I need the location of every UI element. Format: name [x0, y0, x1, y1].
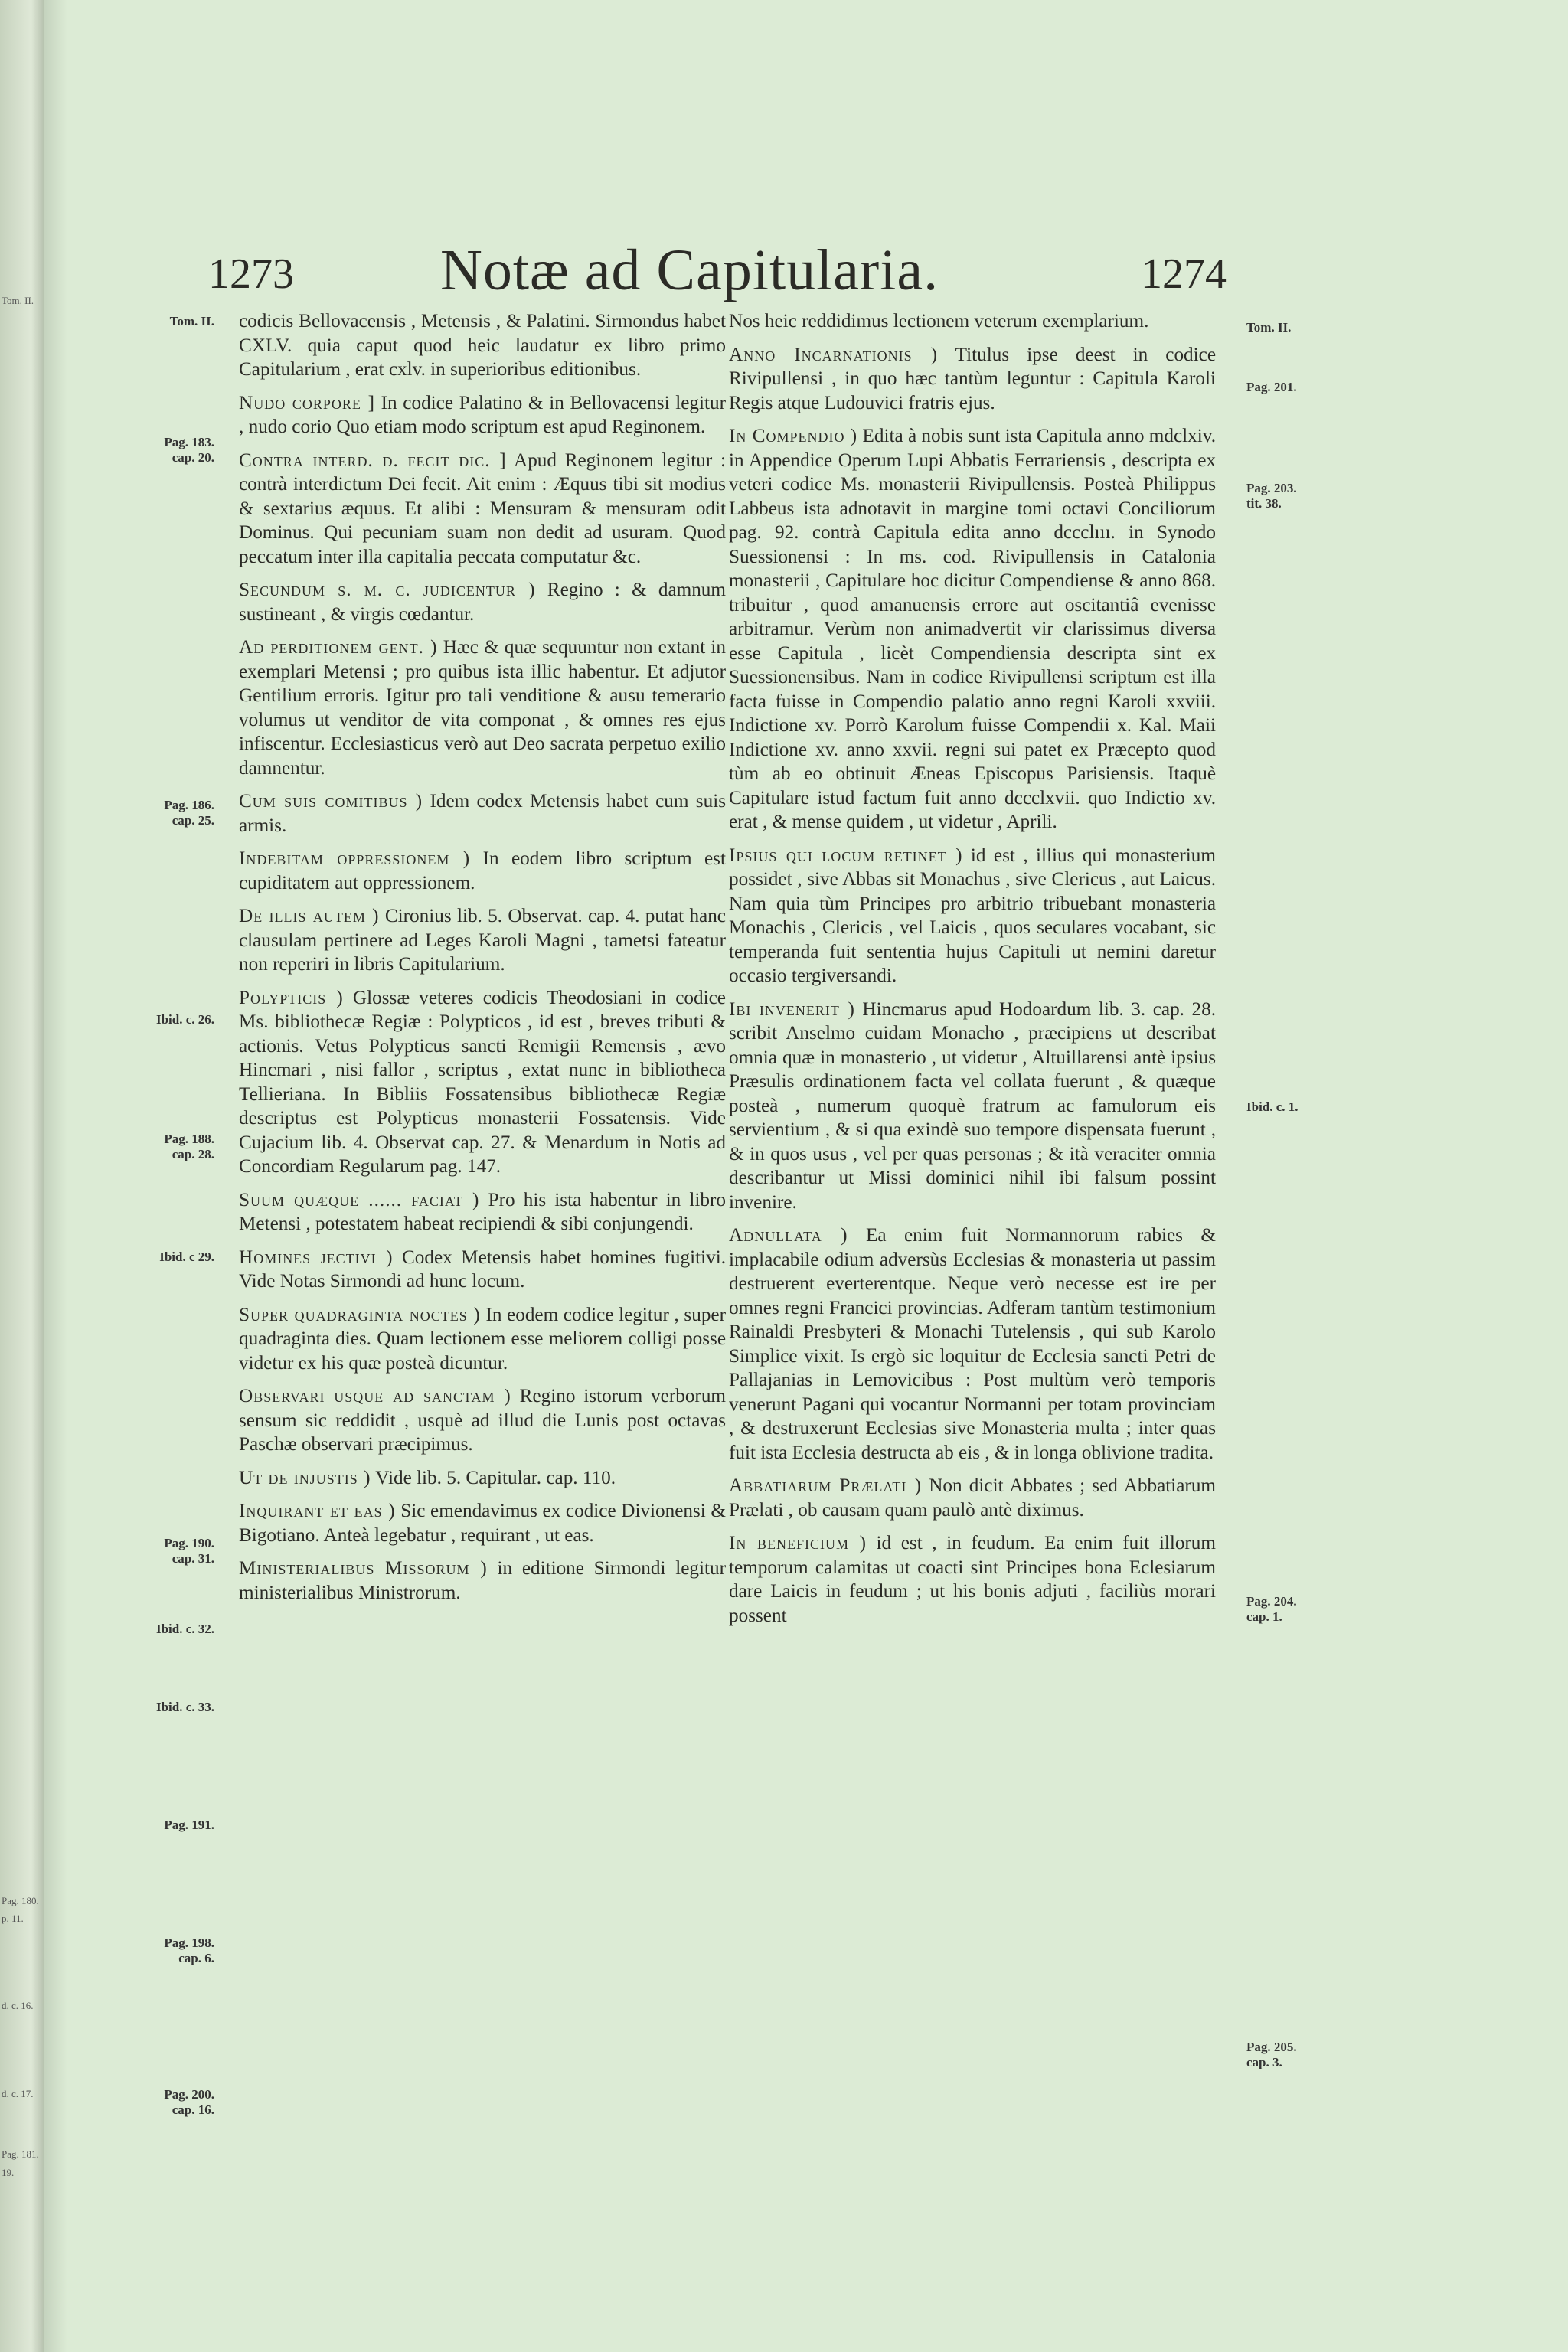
note-text: id est , illius qui monasterium possidet , sive Abbas sit Monachus , sive Clericus , aut Laicus. Nam quia tùm Principes pro arbitrio tribuebant monasteria Monachis , Clericis , vel Laicis , quos seculares vocabant, sic temperanda fuit sententia hujus Capituli ut nemini daretur occasio tergiversandi. — [729, 844, 1216, 986]
note-text: Apud Reginonem legitur : contrà interdictum Dei fecit. Ait enim : Æquus tibi sit modius & sextarius æquus. Et alibi : Mensuram & mensuram odit Dominus. Qui pecuniam suam non dedit ad usuram. Quod peccatum inter illa capitalia peccata computatur &c. — [239, 449, 726, 567]
note-text: Sic emendavimus ex codice Divionensi & Bigotiano. Anteà legebatur , requirant , ut eas. — [239, 1501, 726, 1546]
note-text: id est , in feudum. Ea enim fuit illorum temporum calamitas ut coacti sint Principes bona Eclesiarum dare Laicis in feudum ; ut his bonis adjuti , faciliùs morari possent — [729, 1533, 1216, 1626]
margin-reference: Ibid. c. 26. — [155, 1012, 214, 1027]
note-paragraph — [729, 1223, 1216, 1465]
note-paragraph — [729, 1531, 1216, 1628]
note-paragraph — [239, 1384, 726, 1457]
note-lemma: Indebitam oppressionem ) — [239, 848, 471, 869]
page-title: Notæ ad Capitularia. — [440, 238, 939, 302]
note-lemma: Cum suis comitibus ) — [239, 791, 423, 812]
note-text: Glossæ veteres codicis Theodosiani in codice Ms. bibliothecæ Regiæ : Polypticos , id est , breves tributi & actionis. Vetus Polypticus sancti Remigii Remensis , ævo Hincmari , nisi fallor , scriptus , extat nunc in bibliotheca Tellieriana. In Bibliis Fossatensibus bibliothecæ Regiæ descriptus est Polypticus monasterii Fossatensis. Vide Cujacium lib. 4. Observat cap. 27. & Menardum in Notis ad Concordiam Regularum pag. 147. — [239, 987, 726, 1177]
note-paragraph — [239, 986, 726, 1179]
gutter-mark: Pag. 181. — [2, 2148, 39, 2160]
note-paragraph — [239, 847, 726, 895]
note-lemma: Ipsius qui locum retinet ) — [729, 844, 963, 866]
margin-reference: Ibid. c. 33. — [155, 1700, 214, 1714]
gutter-mark: p. 11. — [2, 1913, 24, 1924]
note-lemma: Adnullata ) — [729, 1225, 848, 1246]
note-paragraph — [239, 789, 726, 838]
note-paragraph — [239, 1557, 726, 1605]
gutter-shadow — [44, 0, 67, 2352]
margin-reference: Pag. 191. — [164, 1818, 214, 1832]
note-lemma: Suum quæque ...... faciat ) — [239, 1189, 480, 1210]
margin-reference: Pag. 201. — [1246, 380, 1297, 394]
note-lemma: Super quadraginta noctes ) — [239, 1304, 481, 1325]
note-paragraph — [729, 998, 1216, 1215]
note-paragraph — [239, 1466, 726, 1491]
note-text: Cironius lib. 5. Observat. cap. 4. putat hanc clausulam pertinere ad Leges Karoli Magni , tametsi fateatur non reperiri in libris Capitularium. — [239, 906, 726, 975]
margin-reference: Pag. 188. cap. 28. — [164, 1132, 214, 1161]
margin-reference: Pag. 190. cap. 31. — [164, 1536, 214, 1566]
note-lemma: Inquirant et eas ) — [239, 1501, 396, 1521]
margin-reference: Pag. 204. cap. 1. — [1246, 1594, 1297, 1624]
note-lemma: Anno Incarnationis ) — [729, 344, 939, 365]
note-lemma: Secundum s. m. c. judicentur ) — [239, 580, 536, 600]
margin-reference: Pag. 200. cap. 16. — [164, 2087, 214, 2117]
note-text: In eodem codice legitur , super quadraginta dies. Quam lectionem esse meliorem colligi posse videtur ex his quæ posteà dicuntur. — [239, 1304, 726, 1374]
gutter-mark: d. c. 16. — [2, 2000, 34, 2011]
note-text: In codice Palatino & in Bellovacensi legitur , nudo corio Quo etiam modo scriptum est apud Reginonem. — [239, 392, 726, 437]
note-paragraph — [239, 1303, 726, 1376]
gutter-mark: 19. — [2, 2167, 15, 2178]
note-lemma: Polypticis ) — [239, 987, 344, 1008]
note-paragraph — [239, 635, 726, 780]
note-lemma: Homines jectivi ) — [239, 1246, 394, 1268]
note-text: Pro his ista habentur in libro Metensi , potestatem habeat recipiendi & sibi conjungendi. — [239, 1189, 726, 1234]
page-header — [0, 238, 1568, 312]
margin-reference: Pag. 198. cap. 6. — [164, 1936, 214, 1965]
note-lemma: Abbatiarum Prælati ) — [729, 1475, 923, 1496]
note-lemma: Ut de injustis ) — [239, 1467, 371, 1488]
gutter-mark: d. c. 17. — [2, 2088, 34, 2099]
note-paragraph — [239, 1499, 726, 1547]
gutter-mark: Pag. 180. — [2, 1895, 39, 1906]
note-lemma: In beneficium ) — [729, 1533, 867, 1553]
note-text: Hæc & quæ sequuntur non extant in exemplari Metensi ; pro quibus ista illic habentur. Et adjutor Gentilium erroris. Igitur pro tali venditione & ausu temerario volumus ut venditor de vita componat , & omnes res ejus infiscentur. Ecclesiasticus verò aut Deo sacrata perpetuo exilio damnentur. — [239, 637, 726, 779]
left-text-column — [239, 309, 726, 1614]
note-text: Vide lib. 5. Capitular. cap. 110. — [371, 1467, 616, 1488]
note-paragraph — [239, 904, 726, 977]
note-lemma: Observari usque ad sanctam ) — [239, 1386, 511, 1406]
note-lemma: Ibi invenerit ) — [729, 998, 855, 1020]
note-lemma: Nudo corpore ] — [239, 392, 375, 413]
margin-reference: Pag. 205. cap. 3. — [1246, 2040, 1297, 2069]
margin-reference: Tom. II. — [169, 314, 214, 328]
note-lemma: Ministerialibus Missorum ) — [239, 1558, 488, 1579]
note-text: In eodem libro scriptum est cupiditatem aut oppressionem. — [239, 848, 726, 893]
note-text: Non dicit Abbates ; sed Abbatiarum Prælati , ob causam quam paulò antè diximus. — [729, 1475, 1216, 1521]
note-text: Codex Metensis habet homines fugitivi. Vide Notas Sirmondi ad hunc locum. — [239, 1246, 726, 1292]
margin-reference: Pag. 183. cap. 20. — [164, 435, 214, 465]
margin-reference: Ibid. c. 32. — [155, 1622, 214, 1636]
note-paragraph — [729, 1474, 1216, 1522]
note-text: Regino istorum verborum sensum sic reddidit , usquè ad illud die Lunis post octavas Paschæ observari præcipimus. — [239, 1386, 727, 1455]
note-paragraph — [239, 1188, 726, 1236]
note-paragraph — [239, 449, 726, 570]
note-paragraph — [729, 309, 1216, 334]
note-text: Edita à nobis sunt ista Capitula anno mdclxiv. in Appendice Operum Lupi Abbatis Ferrariensis , descripta ex veteri codice Ms. monasterii Rivipullensis. Posteà Philippus Labbeus ista adnotavit in margine tomi octavi Conciliorum pag. 92. contrà Capitula edita anno dccclııı. in Synodo Suessionensi : In ms. cod. Rivipullensis in Catalonia monasterii , Capitulare hoc dicitur Compendiense & anno 868. tribuitur , quod amanuensis errore aut oscitantiâ evenisse arbitramur. Verùm non animadvertit vir clarissimus diversa esse Capitula , licèt Compendiensia descripta sint ex Suessionensibus. Nam in codice Rivipullensi scriptum est illa facta fuisse in Compendio palatio anno regni Karoli xxviii. Indictione xv. Porrò Karolum fuisse Compendii x. Kal. Maii Indictione xv. anno xxvii. regni sui patet ex Præcepto quod tùm ab eo obtinuit Æneas Episcopus Parisiensis. Itaquè Capitulare istud factum fuit anno dccclxvii. quo Indictio xv. erat , & mense quidem , ut videtur , Aprili. — [729, 426, 1217, 832]
note-paragraph — [729, 343, 1216, 416]
page-number-right: 1274 — [1141, 250, 1227, 298]
note-paragraph — [729, 424, 1216, 835]
note-text: in editione Sirmondi legitur ministerialibus Ministrorum. — [239, 1558, 726, 1603]
note-text: Idem codex Metensis habet cum suis armis. — [239, 791, 727, 836]
note-lemma: Ad perditionem gent. ) — [239, 637, 438, 658]
margin-reference: Ibid. c 29. — [159, 1250, 214, 1264]
note-paragraph — [239, 1246, 726, 1294]
note-text: codicis Bellovacensis , Metensis , & Palatini. Sirmondus habet CXLV. quia caput quod heic laudatur ex libro primo Capitularium , erat cxlv. in superioribus editionibus. — [239, 311, 726, 380]
margin-reference: Pag. 186. cap. 25. — [164, 798, 214, 828]
note-paragraph — [239, 309, 726, 382]
right-text-column — [729, 309, 1216, 1637]
note-text: Ea enim fuit Normannorum rabies & implacabile odium adversùs Ecclesias & monasteria ut passim destruerent everterentque. Neque verò necesse est ire per omnes regni Francici provincias. Adferam tantùm testimonium Rainaldi Presbyteri & Monachi Tutelensis , qui sub Karolo Simplice vixit. Is ergò sic loquitur de Ecclesia sancti Petri de Pallajanias in Lemovicibus : Post multùm verò temporis venerunt Pagani qui vocantur Normanni per totam provinciam , & destruxerunt Ecclesias sive Monasteria multa ; inter quas fuit ista Ecclesia destructa ab eis , & in longa oblivione tradita. — [729, 1225, 1216, 1463]
note-paragraph — [239, 578, 726, 626]
note-text: Titulus ipse deest in codice Rivipullensi , in quo hæc tantùm leguntur : Capitula Karoli Regis atque Ludouvici fratris ejus. — [729, 344, 1217, 413]
note-paragraph — [239, 391, 726, 439]
note-text: Regino : & damnum sustineant , & virgis cœdantur. — [239, 580, 726, 625]
page-number-left: 1273 — [208, 250, 294, 298]
margin-reference: Tom. II. — [1246, 320, 1292, 335]
note-lemma: In Compendio ) — [729, 426, 858, 446]
gutter-mark: Tom. II. — [2, 295, 34, 306]
margin-reference: Ibid. c. 1. — [1246, 1099, 1298, 1114]
note-text: Nos heic reddidimus lectionem veterum exemplarium. — [729, 311, 1149, 332]
note-lemma: Contra interd. d. fecit dic. ] — [239, 449, 507, 471]
note-paragraph — [729, 844, 1216, 988]
margin-reference: Pag. 203. tit. 38. — [1246, 481, 1297, 511]
note-text: Hincmarus apud Hodoardum lib. 3. cap. 28. scribit Anselmo cuidam Monacho , præcipiens ut describat omnia quæ in monasterio , ut videtur , Altuillarensi antè ipsius Præsulis ordinationem facta vel collata fuerunt , & quæque posteà , numerum quoquè fratrum ac famulorum eis servientium , & si qua exindè suo tempore dispensata fuerunt , & in quos usus , vel per quas personas ; & ità veraciter omnia describantur ut Missi dominici nihil ibi falsum possint invenire. — [729, 998, 1216, 1213]
note-lemma: De illis autem ) — [239, 906, 380, 926]
